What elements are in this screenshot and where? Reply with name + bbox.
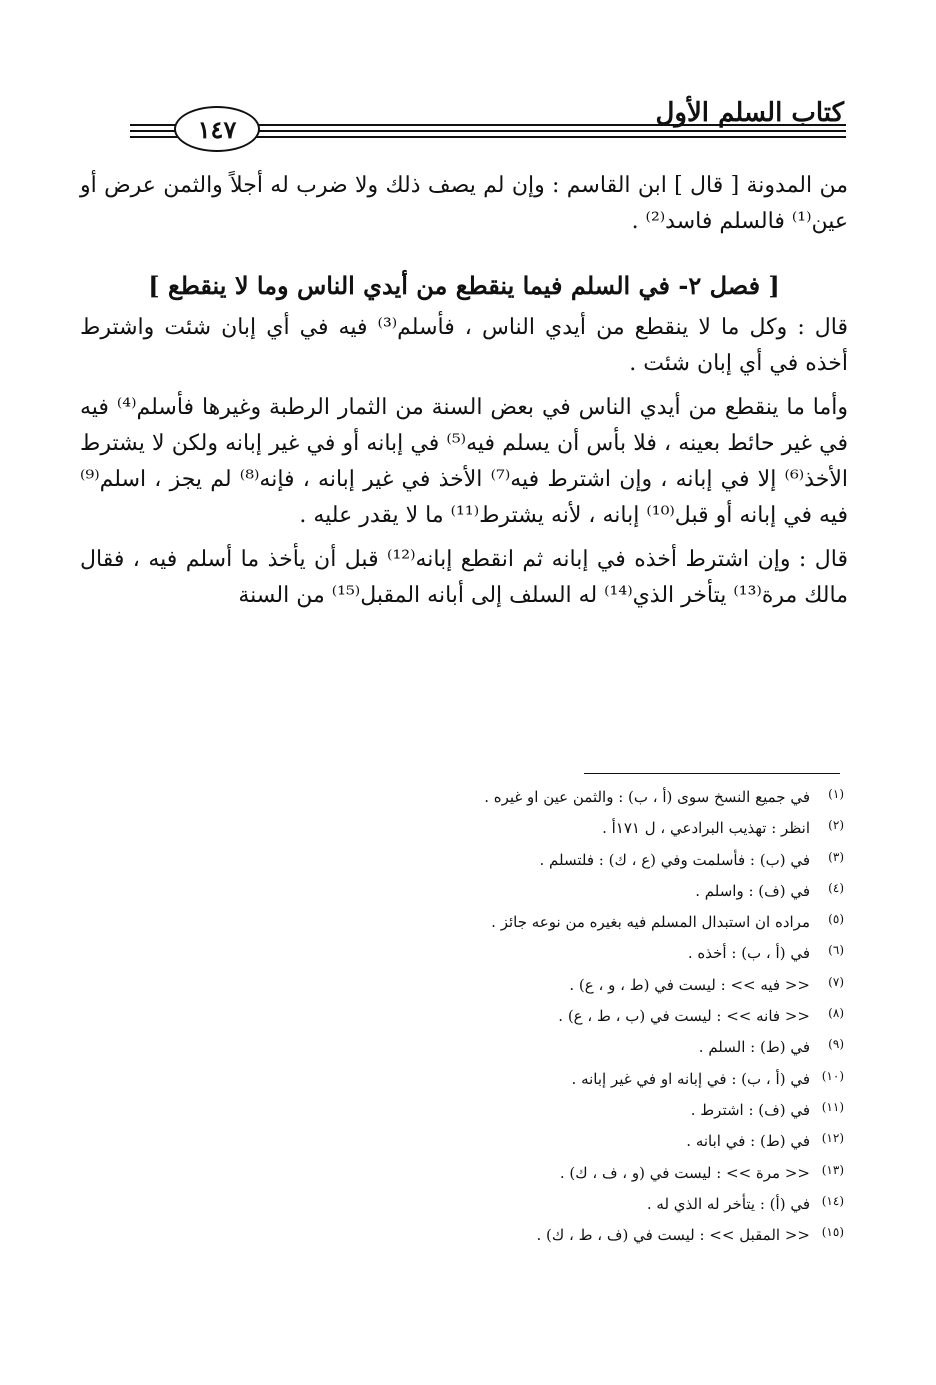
footnote-number: (١٥): [821, 1225, 844, 1240]
footnote-number: (١٤): [821, 1193, 844, 1208]
footnote-number: (١٠): [821, 1068, 844, 1083]
footnote-item: [284, 1189, 844, 1220]
footnote-number: (١): [828, 787, 844, 801]
footnote-text: في (ف) : اشترط .: [690, 1100, 810, 1119]
footnote-item: [284, 1001, 844, 1032]
footnote-number: (٤): [828, 880, 844, 895]
footnote-item: [284, 938, 844, 969]
footnote-number: (٥): [828, 912, 844, 927]
footnote-text: << المقبل >> : ليست في (ف ، ط ، ك) .: [536, 1226, 810, 1245]
footnote-number: (٨): [828, 1006, 844, 1021]
footnote-number: (٧): [828, 974, 844, 989]
section-heading: [ فصل ٢- في السلم فيما ينقطع من أيدي الناس وما لا ينقطع ]: [148, 271, 780, 300]
footnote-text: في (ط) : في ابانه .: [686, 1132, 810, 1151]
paragraph: قال : وإن اشترط أخذه في إبانه ثم انقطع إبانه⁽¹²⁾ قبل أن يأخذ ما أسلم فيه ، فقال مالك مرة⁽¹³⁾ يتأخر الذي⁽¹⁴⁾ له السلف إلى أبانه المقبل⁽¹⁵⁾ من السنة: [80, 547, 849, 608]
footnote-item: [284, 1220, 844, 1251]
footnote-number: (٩): [828, 1037, 844, 1052]
footnote-text: في (ف) : واسلم .: [695, 881, 810, 900]
paragraph: قال : وكل ما لا ينقطع من أيدي الناس ، فأسلم⁽³⁾ فيه في أي إبان شئت واشترط أخذه في أي إبان شئت .: [80, 315, 848, 376]
footnote-number: (٣): [828, 849, 844, 864]
footnote-text: في (ب) : فأسلمت وفي (ع ، ك) : فلتسلم .: [539, 850, 810, 869]
footnote-number: (١٣): [821, 1162, 844, 1177]
paragraph: وأما ما ينقطع من أيدي الناس في بعض السنة من الثمار الرطبة وغيرها فأسلم⁽⁴⁾ فيه في غير حائط بعينه ، فلا بأس أن يسلم فيه⁽⁵⁾ في إبانه أو في غير إبانه ولكن لا يشترط الأخذ⁽⁶⁾ إلا في إبانه ، وإن اشترط فيه⁽⁷⁾ الأخذ في غير إبانه ، فإنه⁽⁸⁾ لم يجز ، اسلم⁽⁹⁾ فيه في إبانه أو قبل⁽¹⁰⁾ إبانه ، لأنه يشترط⁽¹¹⁾ ما لا يقدر عليه .: [80, 395, 848, 528]
footnote-text: في (ط) : السلم .: [698, 1038, 810, 1057]
footnote-item: [284, 782, 844, 813]
footnote-item: [284, 1032, 844, 1063]
footnote-item: [284, 1064, 844, 1095]
footnote-item: [284, 876, 844, 907]
paragraph: من المدونة [ قال ] ابن القاسم : وإن لم يصف ذلك ولا ضرب له أجلاً والثمن عرض أو عين⁽¹⁾ فالسلم فاسد⁽²⁾ .: [80, 173, 848, 234]
footnote-number: (١٢): [821, 1131, 844, 1146]
footnote-text: في (أ ، ب) : أخذه .: [687, 944, 810, 963]
footnote-text: انظر : تهذيب البرادعي ، ل ١٧١أ .: [602, 819, 810, 838]
footnote-text: في جميع النسخ سوى (أ ، ب) : والثمن عين او غيره .: [484, 788, 810, 806]
page-number: ١٤٧: [174, 106, 260, 152]
footnote-item: [284, 813, 844, 844]
footnote-number: (٢): [828, 818, 844, 833]
footnote-number: (٦): [828, 943, 844, 958]
footnote-text: << مرة >> : ليست في (و ، ف ، ك) .: [559, 1163, 810, 1182]
footnote-text: في (أ) : يتأخر له الذي له .: [646, 1194, 810, 1213]
footnote-text: << فانه >> : ليست في (ب ، ط ، ع) .: [558, 1007, 810, 1026]
footnote-text: << فيه >> : ليست في (ط ، و ، ع) .: [569, 975, 810, 994]
footnote-text: في (أ ، ب) : في إبانه او في غير إبانه .: [571, 1069, 810, 1088]
main-text: [80, 168, 848, 614]
footnote-number: (١١): [821, 1099, 844, 1114]
footnote-item: [284, 970, 844, 1001]
footnote-item: [284, 1158, 844, 1189]
running-header-title: كتاب السلم الأول: [655, 98, 844, 128]
footnote-item: [284, 907, 844, 938]
footnote-item: [284, 1126, 844, 1157]
footnote-text: مراده ان استبدال المسلم فيه بغيره من نوعه جائز .: [491, 913, 810, 932]
footnote-separator: [584, 773, 840, 774]
footnote-item: [284, 1095, 844, 1126]
footnote-item: [284, 845, 844, 876]
footnotes-list: [284, 782, 844, 1251]
